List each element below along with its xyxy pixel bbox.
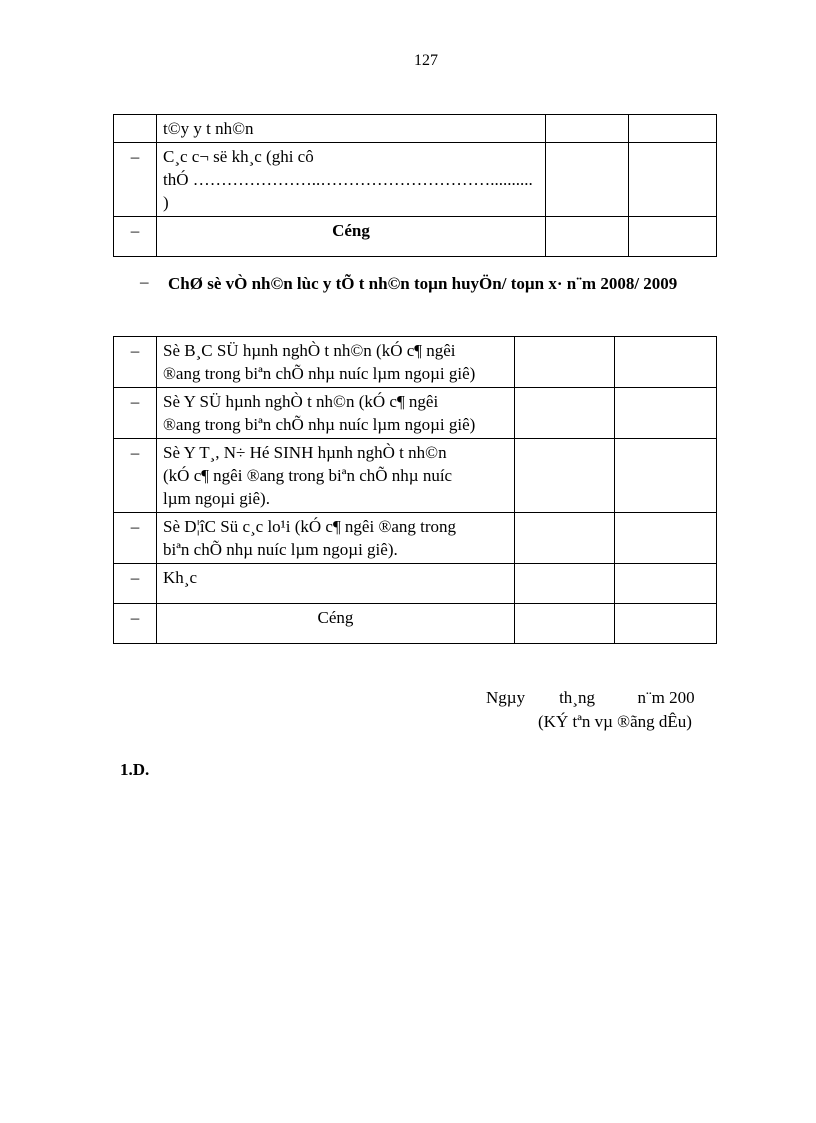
value-cell: [515, 604, 615, 644]
section-dash: –: [140, 272, 149, 291]
row-dash: –: [114, 604, 157, 644]
value-cell: [629, 143, 717, 217]
value-cell: [629, 217, 717, 257]
label-line: Kh¸c: [163, 568, 197, 587]
table-row: [114, 115, 717, 143]
next-section-heading: 1.D.: [120, 760, 150, 779]
value-cell: [615, 513, 717, 564]
label-line: C¸c c¬ së kh¸c (ghi cô: [163, 147, 314, 166]
value-cell: [515, 564, 615, 604]
row-label: [157, 143, 546, 217]
row-label: [157, 115, 546, 143]
row-label: [157, 337, 515, 388]
label-line: Sè Y T¸, N÷ Hé SINH hµnh nghÒ t nh©n: [163, 443, 447, 462]
label-line: t©y y t nh©n: [163, 119, 254, 138]
row-dash: –: [114, 564, 157, 604]
row-dash: –: [114, 337, 157, 388]
signature-note: (KÝ tªn vµ ®ãng dÊu): [538, 712, 692, 731]
row-dash: –: [114, 513, 157, 564]
value-cell: [546, 115, 629, 143]
table-row: [114, 217, 717, 257]
label-line: ®ang trong biªn chÕ nhµ nuíc lµm ngoµi giê): [163, 364, 476, 383]
table-row: [114, 513, 717, 564]
label-line: lµm ngoµi giê).: [163, 489, 270, 508]
section-title: ChØ sè vÒ nh©n lùc y tÕ t nh©n toµn huyÖn/ toµn x· n¨m 2008/ 2009: [168, 274, 678, 293]
value-cell: [515, 439, 615, 513]
value-cell: [515, 337, 615, 388]
row-dash: –: [114, 217, 157, 257]
table-row: [114, 564, 717, 604]
page-number: 127: [414, 52, 438, 69]
label-line: biªn chÕ nhµ nuíc lµm ngoµi giê).: [163, 540, 398, 559]
row-dash: [114, 115, 157, 143]
table-row: [114, 143, 717, 217]
total-label: Céng: [157, 217, 546, 257]
value-cell: [615, 337, 717, 388]
value-cell: [615, 439, 717, 513]
row-dash: –: [114, 439, 157, 513]
total-label: Céng: [157, 604, 515, 644]
row-dash: –: [114, 143, 157, 217]
value-cell: [615, 564, 717, 604]
label-line: Sè B¸C SÜ hµnh nghÒ t nh©n (kÓ c¶ ngêi: [163, 341, 456, 360]
value-cell: [515, 388, 615, 439]
table-facilities: [113, 114, 717, 257]
value-cell: [546, 143, 629, 217]
table-row: [114, 439, 717, 513]
signature-date-line: Ngµy th¸ng n¨m 200: [486, 688, 695, 707]
row-label: [157, 388, 515, 439]
label-line: (kÓ c¶ ngêi ®ang trong biªn chÕ nhµ nuíc: [163, 466, 453, 485]
row-label: [157, 513, 515, 564]
value-cell: [615, 604, 717, 644]
value-cell: [515, 513, 615, 564]
label-line: Sè Y SÜ hµnh nghÒ t nh©n (kÓ c¶ ngêi: [163, 392, 439, 411]
row-dash: –: [114, 388, 157, 439]
label-line: ®ang trong biªn chÕ nhµ nuíc lµm ngoµi giê): [163, 415, 476, 434]
value-cell: [615, 388, 717, 439]
row-label: [157, 564, 515, 604]
table-row: [114, 388, 717, 439]
value-cell: [546, 217, 629, 257]
value-cell: [629, 115, 717, 143]
table-row: [114, 604, 717, 644]
label-line: ): [163, 193, 169, 212]
row-label: [157, 439, 515, 513]
label-line: thÓ …………………..…………………………..........: [163, 170, 533, 189]
label-line: Sè D¦îC Sü c¸c lo¹i (kÓ c¶ ngêi ®ang trong: [163, 517, 457, 536]
table-row: [114, 337, 717, 388]
table-private-staff: [113, 336, 717, 644]
